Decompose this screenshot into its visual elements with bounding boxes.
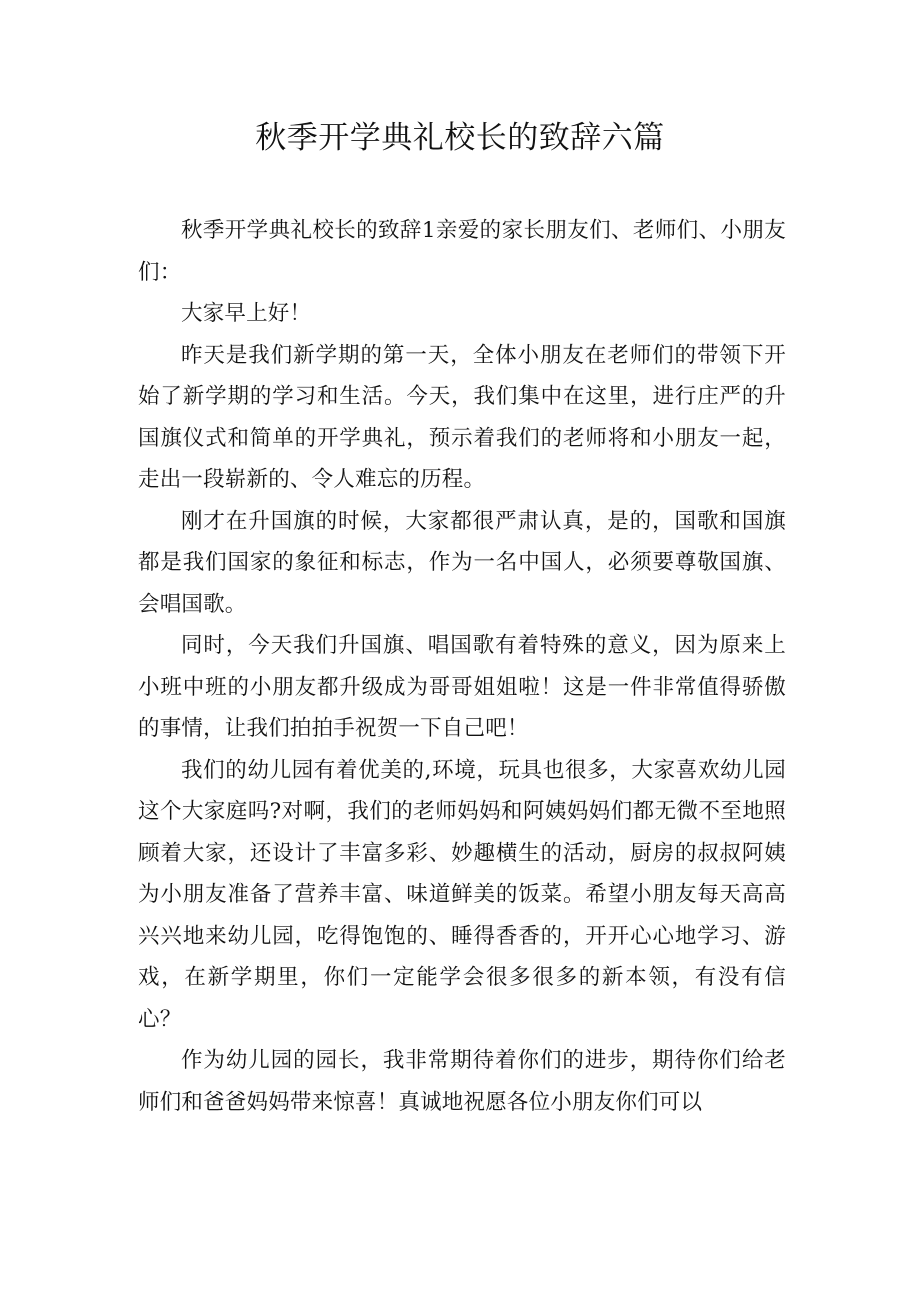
- document-title: 秋季开学典礼校长的致辞六篇: [255, 120, 665, 156]
- paragraph-6: 我们的幼儿园有着优美的,环境，玩具也很多，大家喜欢幼儿园这个大家庭吗?对啊，我们的老师妈妈和阿姨妈妈们都无微不至地照顾着大家，还设计了丰富多彩、妙趣横生的活动，厨房的叔叔阿姨为小朋友准备了营养丰富、味道鲜美的饭菜。希望小朋友每天高高兴兴地来幼儿园，吃得饱饱的、睡得香香的，开开心心地学习、游戏，在新学期里，你们一定能学会很多很多的新本领，有没有信心？: [138, 757, 786, 1032]
- paragraph-5: 同时，今天我们升国旗、唱国歌有着特殊的意义，因为原来上小班中班的小朋友都升级成为哥哥姐姐啦！这是一件非常值得骄傲的事情，让我们拍拍手祝贺一下自己吧！: [138, 633, 786, 741]
- paragraph-3: 昨天是我们新学期的第一天，全体小朋友在老师们的带领下开始了新学期的学习和生活。今天，我们集中在这里，进行庄严的升国旗仪式和简单的开学典礼，预示着我们的老师将和小朋友一起，走出一段崭新的、令人难忘的历程。: [138, 342, 786, 492]
- document-body: [138, 210, 786, 1123]
- paragraph-4: 刚才在升国旗的时候，大家都很严肃认真，是的，国歌和国旗都是我们国家的象征和标志，作为一名中国人，必须要尊敬国旗、会唱国歌。: [138, 508, 786, 617]
- paragraph-7: 作为幼儿园的园长，我非常期待着你们的进步，期待你们给老师们和爸爸妈妈带来惊喜！真诚地祝愿各位小朋友你们可以: [138, 1048, 786, 1115]
- paragraph-1: 秋季开学典礼校长的致辞1亲爱的家长朋友们、老师们、小朋友们：: [138, 218, 786, 285]
- paragraph-2: 大家早上好！: [181, 301, 312, 326]
